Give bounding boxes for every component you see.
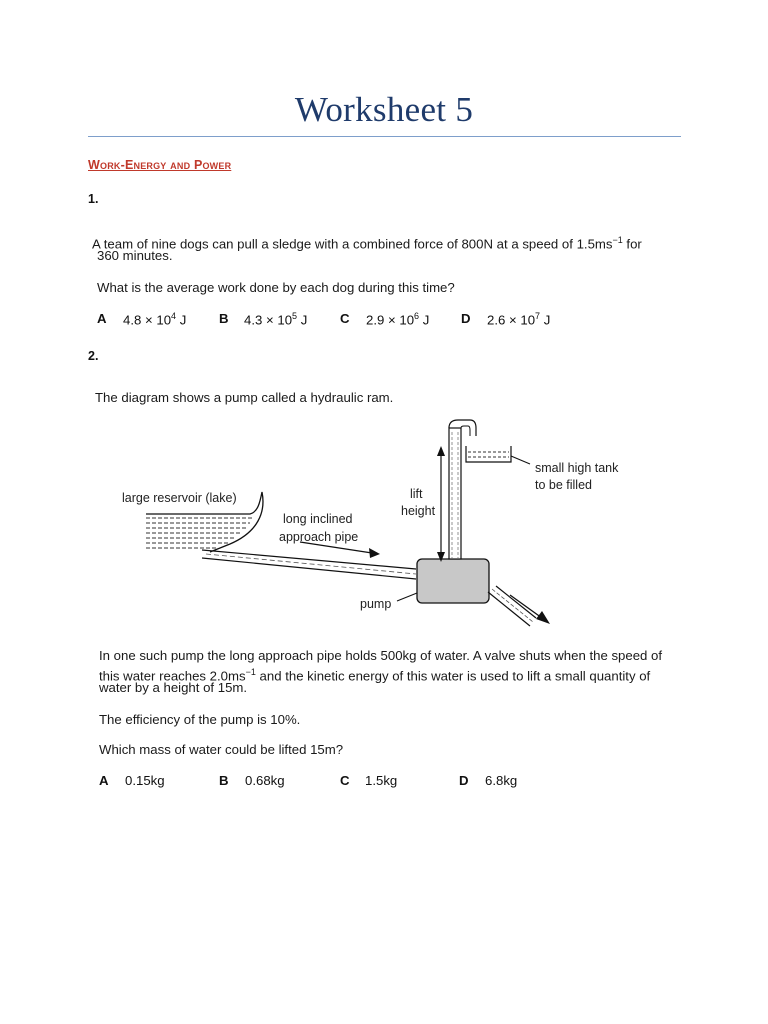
pump-box [417,559,489,603]
lift-height-arrow [437,446,445,562]
reservoir-water [146,518,252,548]
reservoir-label: large reservoir (lake) [122,491,237,505]
question-2-para-line-1: In one such pump the long approach pipe holds 500kg of water. A valve shuts when the speed of [99,648,663,663]
q2-option-b-value: 0.68kg [245,773,285,788]
question-1-question: What is the average work done by each dog during this time? [97,280,455,295]
pipe-label-2: approach pipe [279,530,359,544]
question-2-question: Which mass of water could be lifted 15m? [99,742,344,757]
question-1-number: 1. [88,192,99,206]
lift-label-2: height [401,504,436,518]
q2-option-b-letter: B [219,773,229,788]
section-heading: Work-Energy and Power [88,158,232,172]
q2-option-c-value: 1.5kg [365,773,398,788]
q2-option-d-value: 6.8kg [485,773,518,788]
q1-option-c-letter: C [340,311,350,326]
q1-option-d-value: $2.6 \times 10^7$ J [487,311,551,328]
q1-option-b-letter: B [219,311,229,326]
pump-label: pump [360,597,392,611]
q1-option-a-letter: A [97,311,107,326]
q2-option-a-letter: A [99,773,109,788]
q1-option-a-value: $4.8 \times 10^4$ J [123,311,187,328]
outlet-pipe [488,586,536,626]
flow-arrow-in [300,542,380,558]
lift-label-1: lift [410,487,423,501]
q1-option-c-value: $2.9 \times 10^6$ J [366,311,430,328]
q2-option-c-letter: C [340,773,350,788]
q1-option-b-value: $4.3 \times 10^5$ J [244,311,308,328]
riser-pipe [449,420,476,559]
question-2-para-line-2: this water reaches $2.0ms^{-1}$ and the kinetic energy of this water is used to lift a small quantity of [99,667,651,684]
question-2-para-line-3: water by a height of 15m. [99,680,248,695]
q1-option-d-letter: D [461,311,471,326]
tank-label-2: to be filled [535,478,592,492]
question-1-text-line-2: 360 minutes. [97,248,173,263]
question-2-intro: The diagram shows a pump called a hydraulic ram. [95,390,394,405]
q2-option-d-letter: D [459,773,469,788]
question-1-text-line-1: A team of nine dogs can pull a sledge with a combined force of 800N at a speed of $1.5ms^{-1}$ for [92,235,642,252]
pipe-label-1: long inclined [283,512,353,526]
question-2-number: 2. [88,349,99,363]
tank-label-1: small high tank [535,461,619,475]
question-2-efficiency: The efficiency of the pump is 10%. [99,712,301,727]
pump-leader [397,593,417,601]
hydraulic-ram-diagram [90,412,619,637]
title-rule [88,136,681,137]
q2-option-a-value: 0.15kg [125,773,165,788]
high-tank [466,446,530,464]
approach-pipe [202,550,416,579]
worksheet-title: Worksheet 5 [294,90,474,129]
